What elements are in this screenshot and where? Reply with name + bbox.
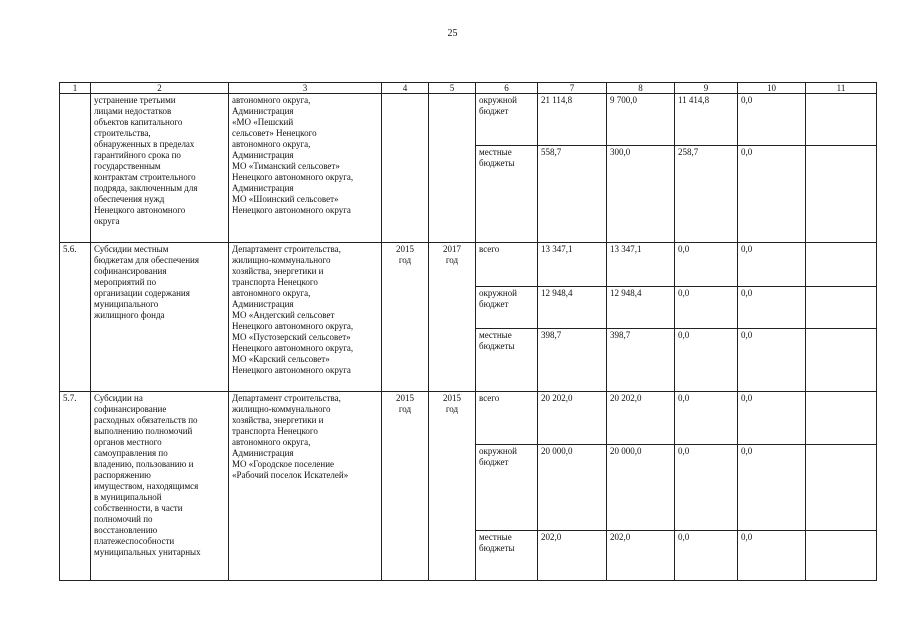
value-cell: 13 347,1 xyxy=(538,243,607,287)
end-year-cell xyxy=(429,94,476,243)
value-cell xyxy=(806,243,877,287)
funding-source-cell: окружной бюджет xyxy=(476,94,538,146)
executor-cell: автономного округа, Администрация «МО «Пешский сельсовет» Ненецкого автономного округа, Администрация МО «Тиманский сельсовет» Ненецкого автономного округа, Администрация МО «Шоинский сельсовет» Ненецкого автономного округа xyxy=(229,94,382,243)
funding-source-cell: местные бюджеты xyxy=(476,146,538,243)
column-number-row xyxy=(60,83,877,94)
column-header: 4 xyxy=(382,83,429,94)
value-cell: 0,0 xyxy=(738,329,806,392)
value-cell: 258,7 xyxy=(675,146,738,243)
executor-cell: Департамент строительства, жилищно-коммунального хозяйства, энергетики и транспорта Ненецкого автономного округа, Администрация МО «Андегский сельсовет Ненецкого автономного округа, МО «Пустозерский сельсовет» Ненецкого автономного округа, МО «Карский сельсовет» Ненецкого автономного округа xyxy=(229,243,382,392)
column-header: 9 xyxy=(675,83,738,94)
value-cell: 13 347,1 xyxy=(607,243,675,287)
column-header: 6 xyxy=(476,83,538,94)
value-cell: 0,0 xyxy=(675,329,738,392)
item-name-cell: Субсидии на софинансирование расходных обязательств по выполнению полномочий органов местного самоуправления по владению, пользованию и распоряжению имуществом, находящимся в муниципальной собственности, в части полномочий по восстановлению платежеспособности муниципальных унитарных xyxy=(91,392,229,581)
value-cell: 0,0 xyxy=(675,287,738,329)
value-cell: 0,0 xyxy=(738,392,806,445)
value-cell: 0,0 xyxy=(738,287,806,329)
table-row xyxy=(60,94,877,146)
value-cell: 0,0 xyxy=(738,243,806,287)
value-cell: 0,0 xyxy=(738,94,806,146)
value-cell: 558,7 xyxy=(538,146,607,243)
value-cell: 20 000,0 xyxy=(607,445,675,531)
item-number-cell: 5.7. xyxy=(60,392,91,581)
value-cell: 9 700,0 xyxy=(607,94,675,146)
funding-source-cell: окружной бюджет xyxy=(476,445,538,531)
value-cell xyxy=(806,287,877,329)
funding-source-cell: всего xyxy=(476,243,538,287)
item-name-cell: устранение третьими лицами недостатков объектов капитального строительства, обнаруженных в пределах гарантийного срока по государственным контрактам строительного подряда, заключенным для обеспечения нужд Ненецкого автономного округа xyxy=(91,94,229,243)
value-cell: 0,0 xyxy=(738,445,806,531)
item-number-cell xyxy=(60,94,91,243)
value-cell: 12 948,4 xyxy=(538,287,607,329)
value-cell xyxy=(806,94,877,146)
page-number: 25 xyxy=(447,28,458,39)
column-header: 2 xyxy=(91,83,229,94)
value-cell: 11 414,8 xyxy=(675,94,738,146)
end-year-cell: 2017 год xyxy=(429,243,476,392)
value-cell: 398,7 xyxy=(538,329,607,392)
value-cell: 0,0 xyxy=(738,531,806,581)
value-cell: 0,0 xyxy=(675,531,738,581)
value-cell: 398,7 xyxy=(607,329,675,392)
item-name-cell: Субсидии местным бюджетам для обеспечения софинансирования мероприятий по организации содержания муниципального жилищного фонда xyxy=(91,243,229,392)
program-table xyxy=(59,82,877,581)
value-cell: 0,0 xyxy=(675,392,738,445)
column-header: 8 xyxy=(607,83,675,94)
value-cell: 20 202,0 xyxy=(607,392,675,445)
column-header: 10 xyxy=(738,83,806,94)
start-year-cell: 2015 год xyxy=(382,243,429,392)
funding-source-cell: окружной бюджет xyxy=(476,287,538,329)
column-header: 7 xyxy=(538,83,607,94)
value-cell: 202,0 xyxy=(607,531,675,581)
value-cell xyxy=(806,445,877,531)
value-cell: 20 000,0 xyxy=(538,445,607,531)
value-cell: 300,0 xyxy=(607,146,675,243)
column-header: 11 xyxy=(806,83,877,94)
funding-source-cell: местные бюджеты xyxy=(476,531,538,581)
start-year-cell: 2015 год xyxy=(382,392,429,581)
value-cell xyxy=(806,146,877,243)
value-cell: 202,0 xyxy=(538,531,607,581)
value-cell: 0,0 xyxy=(675,445,738,531)
item-number-cell: 5.6. xyxy=(60,243,91,392)
value-cell: 0,0 xyxy=(675,243,738,287)
value-cell: 0,0 xyxy=(738,146,806,243)
value-cell xyxy=(806,392,877,445)
value-cell: 20 202,0 xyxy=(538,392,607,445)
executor-cell: Департамент строительства, жилищно-коммунального хозяйства, энергетики и транспорта Ненецкого автономного округа, Администрация МО «Городское поселение «Рабочий поселок Искателей» xyxy=(229,392,382,581)
column-header: 1 xyxy=(60,83,91,94)
value-cell: 21 114,8 xyxy=(538,94,607,146)
value-cell: 12 948,4 xyxy=(607,287,675,329)
column-header: 3 xyxy=(229,83,382,94)
start-year-cell xyxy=(382,94,429,243)
table-row xyxy=(60,392,877,445)
end-year-cell: 2015 год xyxy=(429,392,476,581)
value-cell xyxy=(806,531,877,581)
value-cell xyxy=(806,329,877,392)
funding-source-cell: всего xyxy=(476,392,538,445)
column-header: 5 xyxy=(429,83,476,94)
table-row xyxy=(60,243,877,287)
funding-source-cell: местные бюджеты xyxy=(476,329,538,392)
